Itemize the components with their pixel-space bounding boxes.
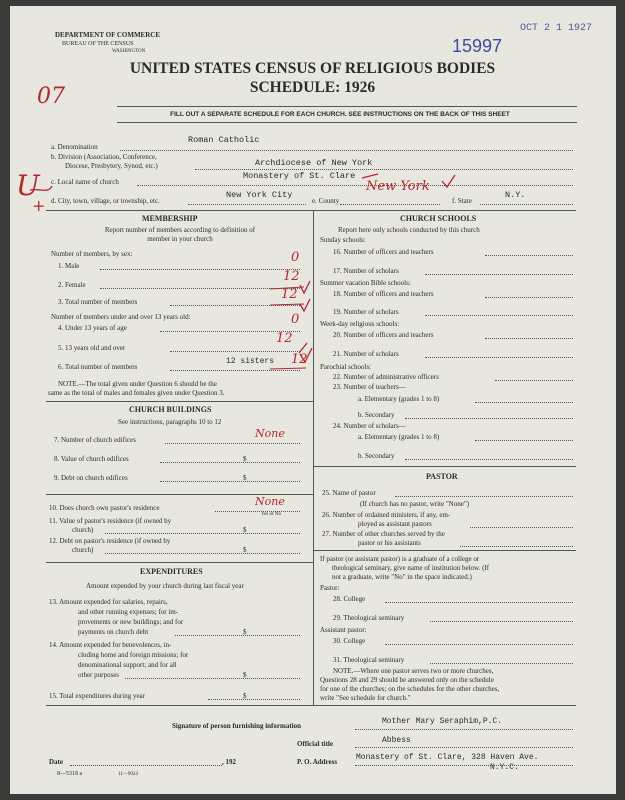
q15-label: 15. Total expenditures during year xyxy=(49,692,145,700)
q23-label: 23. Number of teachers— xyxy=(333,383,406,391)
q13-line-1: 13. Amount expended for salaries, repairs, xyxy=(49,598,168,606)
q13-line-3: provements or new buildings; and for xyxy=(78,618,184,626)
q25-label: 25. Name of pastor xyxy=(322,489,376,497)
q11-label-2: church) xyxy=(72,526,94,534)
q13-line-2: and other running expenses; for im- xyxy=(78,608,179,616)
official-title-line xyxy=(355,747,573,748)
date-label: Date xyxy=(49,758,63,766)
pastor-note-4: write "See schedule for church." xyxy=(320,694,411,702)
county-strike xyxy=(362,174,378,178)
q14-line-1: 14. Amount expended for benevolences, in- xyxy=(49,641,172,649)
q18-label: 18. Number of officers and teachers xyxy=(333,290,434,298)
q7-value: None xyxy=(255,427,285,440)
official-title-value: Abbess xyxy=(382,736,411,745)
q8-label: 8. Value of church edifices xyxy=(54,455,129,463)
margin-mark: U xyxy=(16,169,40,202)
pastor-note-3: for one of the churches; on the schedules for the other churches, xyxy=(320,685,500,693)
date-year: , 192 xyxy=(222,758,236,766)
q22-label: 22. Number of administrative officers xyxy=(333,373,439,381)
city-label: WASHINGTON xyxy=(112,49,146,54)
q27-label-1: 27. Number of other churches served by the xyxy=(322,530,445,538)
county-label: e. County xyxy=(312,197,340,205)
q14-dollar: $ xyxy=(243,671,247,679)
pastor-note-1: NOTE.—Where one pastor serves two or more churches, xyxy=(333,667,494,675)
q24b-label: b. Secondary xyxy=(358,452,395,460)
state-label: f. State xyxy=(452,197,472,205)
q11-dollar: $ xyxy=(243,526,247,534)
division-label-2: Diocese, Presbytery, Synod, etc.) xyxy=(65,162,158,170)
age-intro-label: Number of members under and over 13 years old: xyxy=(51,313,191,321)
division-value: Archdiocese of New York xyxy=(255,158,373,168)
summer-label: Summer vacation Bible schools: xyxy=(320,279,411,287)
date-line xyxy=(70,765,222,766)
q19-label: 19. Number of scholars xyxy=(333,308,399,316)
q12-dollar: $ xyxy=(243,546,247,554)
local-name-label: c. Local name of church xyxy=(51,178,119,186)
q1-label: 1. Male xyxy=(58,262,80,270)
division-label-1: b. Division (Association, Conference, xyxy=(51,153,157,161)
q29-label: 29. Theological seminary xyxy=(333,614,405,622)
q6-label: 6. Total number of members xyxy=(58,363,138,371)
q10-value: None xyxy=(255,495,285,508)
q5-value: 12 xyxy=(276,331,293,346)
q13-line-4: payments on church debt xyxy=(78,628,149,636)
county-value: New York xyxy=(366,179,430,194)
expenditures-heading: EXPENDITURES xyxy=(140,567,203,576)
q23a-label: a. Elementary (grades 1 to 8) xyxy=(358,395,440,403)
expenditures-sub: Amount expended by your church during last fiscal year xyxy=(86,582,244,590)
city-value: New York City xyxy=(226,190,293,200)
q17-label: 17. Number of scholars xyxy=(333,267,399,275)
q10-label: 10. Does church own pastor's residence xyxy=(49,504,160,512)
instruction-line: FILL OUT A SEPARATE SCHEDULE FOR EACH CHURCH. SEE INSTRUCTIONS ON THE BACK OF THIS SHEET xyxy=(170,111,510,118)
print-code: 11—9024 xyxy=(118,772,138,777)
schools-sub: Report here only schools conducted by this church xyxy=(338,226,480,234)
sunday-label: Sunday schools: xyxy=(320,236,366,244)
by-sex-label: Number of members, by sex: xyxy=(51,250,133,258)
stamp-number: 15997 xyxy=(452,36,503,56)
q15-dollar: $ xyxy=(243,692,247,700)
pastor-note-2: Questions 28 and 29 should be answered only on the schedule xyxy=(320,676,494,684)
q20-label: 20. Number of officers and teachers xyxy=(333,331,434,339)
q14-line-2: cluding home and foreign missions; for xyxy=(78,651,189,659)
membership-sub1: Report number of members according to definition of xyxy=(104,226,256,234)
city-field-label: d. City, town, village, or township, etc. xyxy=(51,197,160,205)
q4-value: 0 xyxy=(291,312,300,327)
q3-label: 3. Total number of members xyxy=(58,298,138,306)
q7-label: 7. Number of church edifices xyxy=(54,436,136,444)
address-value-2: N.Y.C. xyxy=(490,763,519,772)
check-mark-q3 xyxy=(300,299,310,311)
denomination-value: Roman Catholic xyxy=(188,135,260,145)
signature-label: Signature of person furnishing information xyxy=(172,722,301,730)
q8-dollar: $ xyxy=(243,455,247,463)
q5-label: 5. 13 years old and over xyxy=(58,344,126,352)
grad-line-3: not a graduate, write "No" in the space indicated.) xyxy=(332,573,472,581)
form-title: UNITED STATES CENSUS OF RELIGIOUS BODIES xyxy=(129,60,496,77)
margin-scribble xyxy=(30,186,52,190)
q6-value: 12 xyxy=(291,352,308,367)
pastor-sublabel: Pastor: xyxy=(320,584,340,592)
q11-label-1: 11. Value of pastor's residence (if owned by xyxy=(49,517,172,525)
state-value: N.Y. xyxy=(505,190,526,200)
check-mark-q5 xyxy=(299,343,307,353)
q21-label: 21. Number of scholars xyxy=(333,350,399,358)
q31-label: 31. Theological seminary xyxy=(333,656,405,664)
handwritten-mark: 07 xyxy=(37,84,65,109)
official-title-label: Official title xyxy=(297,740,333,748)
parochial-label: Parochial schools: xyxy=(320,363,372,371)
q27-label-2: pastor or his assistants xyxy=(358,539,421,547)
address-label: P. O. Address xyxy=(297,758,338,766)
q1-value: 0 xyxy=(291,250,300,265)
q26-label-1: 26. Number of ordained ministers, if any, em- xyxy=(322,511,451,519)
q9-dollar: $ xyxy=(243,474,247,482)
membership-sub2: member in your church xyxy=(147,235,213,243)
membership-note-1: NOTE.—The total given under Question 6 should be the xyxy=(58,380,217,388)
q16-label: 16. Number of officers and teachers xyxy=(333,248,434,256)
q24a-label: a. Elementary (grades 1 to 8) xyxy=(358,433,440,441)
q24-label: 24. Number of scholars— xyxy=(333,422,406,430)
plus-mark: + xyxy=(32,196,46,215)
local-name-value: Monastery of St. Clare xyxy=(243,171,356,181)
q3-value: 12 xyxy=(281,287,298,302)
q4-label: 4. Under 13 years of age xyxy=(58,324,127,332)
address-line xyxy=(355,765,573,766)
membership-heading: MEMBERSHIP xyxy=(142,214,198,223)
membership-note-2: same as the total of males and females given under Question 3. xyxy=(48,389,225,397)
signature-value: Mother Mary Seraphim,P.C. xyxy=(382,717,503,726)
stamp-date: OCT 2 1 1927 xyxy=(520,23,593,34)
schools-heading: CHURCH SCHOOLS xyxy=(400,214,477,223)
q14-line-3: denominational support; and for all xyxy=(78,661,177,669)
grad-line-1: If pastor (or assistant pastor) is a graduate of a college or xyxy=(320,555,480,563)
q2-label: 2. Female xyxy=(58,281,86,289)
department-label: DEPARTMENT OF COMMERCE xyxy=(55,31,161,39)
pastor-heading: PASTOR xyxy=(426,472,458,481)
signature-line xyxy=(355,729,573,730)
q26-label-2: ployed as assistant pastors xyxy=(358,520,432,528)
q12-label-2: church) xyxy=(72,546,94,554)
denomination-label: a. Denomination xyxy=(51,143,98,151)
form-code: 8—5318 a xyxy=(57,771,83,777)
address-value: Monastery of St. Clare, 328 Haven Ave. xyxy=(356,753,539,762)
grad-line-2: theological seminary, give name of institution below. (If xyxy=(332,564,490,572)
q30-label: 30. College xyxy=(333,637,366,645)
q6-typed: 12 sisters xyxy=(226,357,275,366)
q28-label: 28. College xyxy=(333,595,366,603)
q13-dollar: $ xyxy=(243,628,247,636)
bureau-label: BUREAU OF THE CENSUS xyxy=(62,41,134,47)
q9-label: 9. Debt on church edifices xyxy=(54,474,128,482)
buildings-heading: CHURCH BUILDINGS xyxy=(129,405,212,414)
assistant-sublabel: Assistant pastor: xyxy=(320,626,367,634)
q23b-label: b. Secondary xyxy=(358,411,395,419)
q2-value: 12 xyxy=(283,269,300,284)
check-mark-county xyxy=(442,175,455,187)
weekday-label: Week-day religious schools: xyxy=(320,320,400,328)
q25-note: (If church has no pastor, write "None") xyxy=(360,500,470,508)
yes-no-hint: Yes or No xyxy=(261,512,282,517)
q12-label-1: 12. Debt on pastor's residence (if owned by xyxy=(49,537,171,545)
underline-marks xyxy=(270,287,306,369)
buildings-sub: See instructions, paragraphs 10 to 12 xyxy=(118,418,222,426)
q14-line-4: other purposes xyxy=(78,671,120,679)
schedule-title: SCHEDULE: 1926 xyxy=(249,79,376,96)
